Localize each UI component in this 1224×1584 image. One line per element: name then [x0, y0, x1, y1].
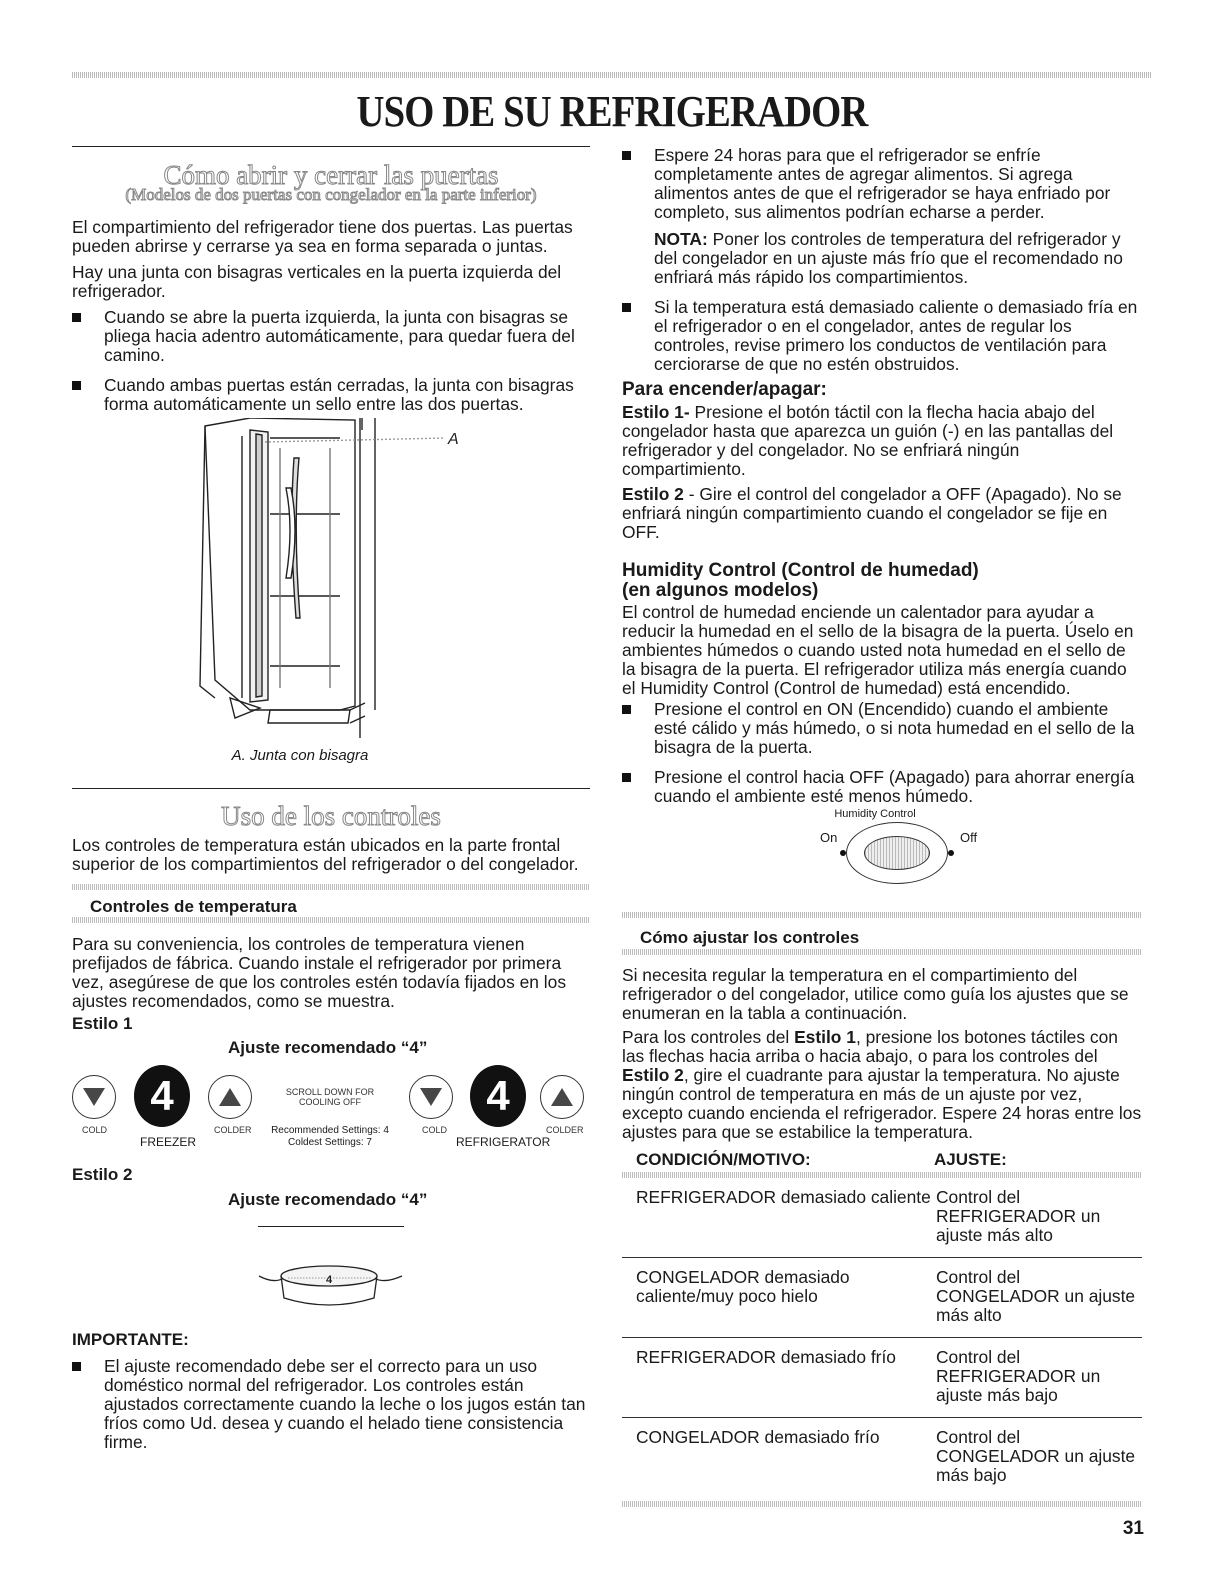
- row-adjust: Control del CONGELADOR un ajuste más bajo: [936, 1427, 1136, 1485]
- freezer-display: 4: [134, 1065, 190, 1127]
- humidity-bullets: [622, 700, 1144, 817]
- figure-caption: A. Junta con bisagra: [231, 747, 369, 764]
- recommended-settings-text: Recommended Settings: 4: [271, 1125, 389, 1136]
- bullet-square-icon: [622, 773, 631, 782]
- page-title: USO DE SU REFRIGERADOR: [356, 87, 868, 136]
- row-condition: REFRIGERADOR demasiado caliente: [636, 1187, 931, 1207]
- section-heading-doors: Cómo abrir y cerrar las puertas: [163, 160, 499, 190]
- onoff-estilo1: Estilo 1- Presione el botón táctil con la flecha hacia abajo del congelador hasta que aparezca un guión (-) en las pantallas del refrigerador y del congelador. No se enfriará ningún compartimiento.: [622, 402, 1114, 479]
- estilo-1-recommended: Ajuste recomendado “4”: [228, 1038, 428, 1057]
- refrigerator-colder-label: COLDER: [546, 1125, 584, 1135]
- section-rule-controls: [72, 788, 590, 789]
- adjust-table-body: [622, 1178, 1142, 1497]
- dial-divider: [258, 1226, 404, 1227]
- estilo-1-label: Estilo 1: [72, 1014, 133, 1033]
- refrigerator-cold-label: COLD: [422, 1125, 448, 1135]
- table-row: [622, 1258, 1142, 1338]
- humidity-control-switch[interactable]: [790, 808, 990, 888]
- header-condition: CONDICIÓN/MOTIVO:: [636, 1150, 811, 1169]
- doors-paragraph-1: El compartimiento del refrigerador tiene dos puertas. Las puertas pueden abrirse y cerrarse ya sea en forma separada o juntas.: [72, 217, 573, 256]
- right-bullets-top: [622, 146, 1144, 222]
- estilo-2-label: Estilo 2: [72, 1165, 133, 1184]
- doors-text: [72, 218, 592, 425]
- bullet-square-icon: [72, 381, 81, 390]
- subheading-temperature-controls: Controles de temperatura: [90, 897, 297, 916]
- figure-label-a: A: [448, 431, 459, 448]
- row-condition: CONGELADOR demasiado caliente/muy poco hielo: [636, 1267, 850, 1306]
- section-heading-controls: Uso de los controles: [221, 801, 441, 831]
- refrigerator-minus-button[interactable]: [409, 1075, 453, 1119]
- refrigerator-plus-button[interactable]: [540, 1075, 584, 1119]
- style1-control-panel: [72, 1065, 592, 1160]
- humidity-heading: Humidity Control (Control de humedad) (en algunos modelos): [622, 560, 979, 601]
- adjust-heading: Cómo ajustar los controles: [640, 928, 860, 947]
- table-row: [622, 1178, 1142, 1258]
- section-subheading-doors: (Modelos de dos puertas con congelador en la parte inferior): [125, 185, 537, 204]
- doors-bullets: [72, 308, 592, 414]
- bullet-square-icon: [622, 705, 631, 714]
- humidity-off-label: Off: [960, 830, 978, 845]
- row-adjust: Control del REFRIGERADOR un ajuste más alto: [936, 1187, 1101, 1245]
- dial-value: 4: [326, 1274, 333, 1286]
- estilo-2-recommended: Ajuste recomendado “4”: [228, 1190, 428, 1209]
- freezer-cold-label: COLD: [82, 1125, 108, 1135]
- temperature-dial[interactable]: [254, 1256, 404, 1316]
- bullet-square-icon: [72, 1362, 81, 1371]
- onoff-heading: Para encender/apagar:: [622, 379, 827, 400]
- importante-heading: IMPORTANTE:: [72, 1330, 189, 1349]
- refrigerator-display: 4: [470, 1065, 526, 1127]
- subsection-rule: [622, 949, 1142, 955]
- list-item: Cuando se abre la puerta izquierda, la junta con bisagras se pliega hacia adentro automáticamente, para quedar fuera del camino.: [72, 308, 592, 365]
- coldest-settings-text: Coldest Settings: 7: [288, 1137, 372, 1148]
- row-condition: CONGELADOR demasiado frío: [636, 1427, 880, 1447]
- nota-paragraph: NOTA: Poner los controles de temperatura del refrigerador y del congelador en un ajuste más frío que el recomendado no enfriará más rápido los compartimientos.: [654, 229, 1123, 287]
- list-item: Cuando ambas puertas están cerradas, la junta con bisagras forma automáticamente un sello entre las dos puertas.: [72, 376, 592, 414]
- importante-bullets: [72, 1357, 592, 1463]
- scroll-down-text: SCROLL DOWN FOR: [285, 1087, 375, 1097]
- down-arrow-icon: [420, 1088, 442, 1106]
- freezer-plus-button[interactable]: [208, 1075, 252, 1119]
- table-row: [622, 1338, 1142, 1418]
- row-adjust: Control del CONGELADOR un ajuste más alto: [936, 1267, 1136, 1325]
- rocker-button[interactable]: [864, 836, 930, 870]
- page-number: 31: [1122, 1518, 1144, 1539]
- subsection-rule: [622, 912, 1142, 918]
- header-adjust: AJUSTE:: [934, 1150, 1007, 1169]
- humidity-control-label: Humidity Control: [834, 808, 916, 820]
- doors-paragraph-2: Hay una junta con bisagras verticales en la puerta izquierda del refrigerador.: [72, 262, 562, 301]
- nota-label: NOTA:: [654, 229, 708, 249]
- right-column: [622, 146, 1144, 385]
- adjust-paragraph-1: Si necesita regular la temperatura en el compartimiento del refrigerador o del congelador, utilice como guía los ajustes que se enumeran en la tabla a continuación.: [622, 965, 1129, 1023]
- row-adjust: Control del REFRIGERADOR un ajuste más bajo: [936, 1347, 1101, 1405]
- freezer-colder-label: COLDER: [214, 1125, 252, 1135]
- down-arrow-icon: [83, 1088, 105, 1106]
- right-bullets-vents: [622, 298, 1144, 374]
- refrigerator-label: REFRIGERATOR: [456, 1135, 551, 1149]
- subsection-rule: [72, 884, 590, 890]
- row-condition: REFRIGERADOR demasiado frío: [636, 1347, 896, 1367]
- controls-paragraph: Los controles de temperatura están ubicados en la parte frontal superior de los compartimientos del refrigerador o del congelador.: [72, 835, 579, 874]
- temperature-paragraph: Para su conveniencia, los controles de temperatura vienen prefijados de fábrica. Cuando instale el refrigerador por primera vez, asegúrese de que los controles estén todavía fijados en los ajustes recomendados, como se muestra.: [72, 934, 567, 1011]
- top-rule: [72, 72, 1152, 78]
- up-arrow-icon: [551, 1088, 573, 1106]
- list-item: Si la temperatura está demasiado caliente o demasiado fría en el refrigerador o en el congelador, antes de regular los controles, revise primero los conductos de ventilación para cerciorarse de que no estén obstruidos.: [622, 298, 1144, 374]
- list-item: Presione el control hacia OFF (Apagado) para ahorrar energía cuando el ambiente esté menos húmedo.: [622, 768, 1144, 806]
- list-item: Espere 24 horas para que el refrigerador se enfríe completamente antes de agregar alimentos. Si agrega alimentos antes de que el refrigerador se haya enfriado por completo, sus alimentos podrían echarse a perder.: [622, 146, 1144, 222]
- freezer-label: FREEZER: [140, 1135, 197, 1149]
- off-dot-icon: [948, 850, 954, 856]
- table-row: [622, 1418, 1142, 1498]
- subsection-rule: [72, 917, 590, 923]
- list-item: Presione el control en ON (Encendido) cuando el ambiente esté cálido y más húmedo, o si nota humedad en el sello de la bisagra de la puerta.: [622, 700, 1144, 757]
- door-gasket-illustration: [190, 418, 470, 738]
- table-header: [622, 1150, 1142, 1172]
- bullet-square-icon: [622, 303, 631, 312]
- up-arrow-icon: [219, 1088, 241, 1106]
- adjust-paragraph-2: Para los controles del Estilo 1, presione los botones táctiles con las flechas hacia arriba o hacia abajo, o para los controles del Estilo 2, gire el cuadrante para ajustar la temperatura. No ajuste ningún control de temperatura en más de un ajuste por vez, excepto cuando encienda el refrigerador. Espere 24 horas entre los ajustes para que se estabilice la temperatura.: [622, 1027, 1142, 1142]
- adjust-table: [622, 1150, 1142, 1507]
- freezer-minus-button[interactable]: [72, 1075, 116, 1119]
- bullet-square-icon: [622, 151, 631, 160]
- table-bottom-rule: [622, 1501, 1142, 1507]
- section-rule: [72, 146, 590, 147]
- bullet-square-icon: [72, 313, 81, 322]
- onoff-estilo2: Estilo 2 - Gire el control del congelador a OFF (Apagado). No se enfriará ningún compartimiento cuando el congelador se fije en OFF.: [622, 484, 1122, 542]
- humidity-paragraph: El control de humedad enciende un calentador para ayudar a reducir la humedad en el sello de la bisagra de la puerta. Úselo en ambientes húmedos o cuando usted nota humedad en el sello de la bisagra de la puerta. El refrigerador utiliza más energía cuando el Humidity Control (Control de humedad) está encendido.: [622, 602, 1134, 698]
- list-item: El ajuste recomendado debe ser el correcto para un uso doméstico normal del refrigerador. Los controles están ajustados correctamente cuando la leche o los jugos están tan fríos como Ud. desea y cuando el helado tiene consistencia firme.: [72, 1357, 592, 1452]
- humidity-on-label: On: [820, 830, 838, 845]
- cooling-off-text: COOLING OFF: [298, 1097, 361, 1107]
